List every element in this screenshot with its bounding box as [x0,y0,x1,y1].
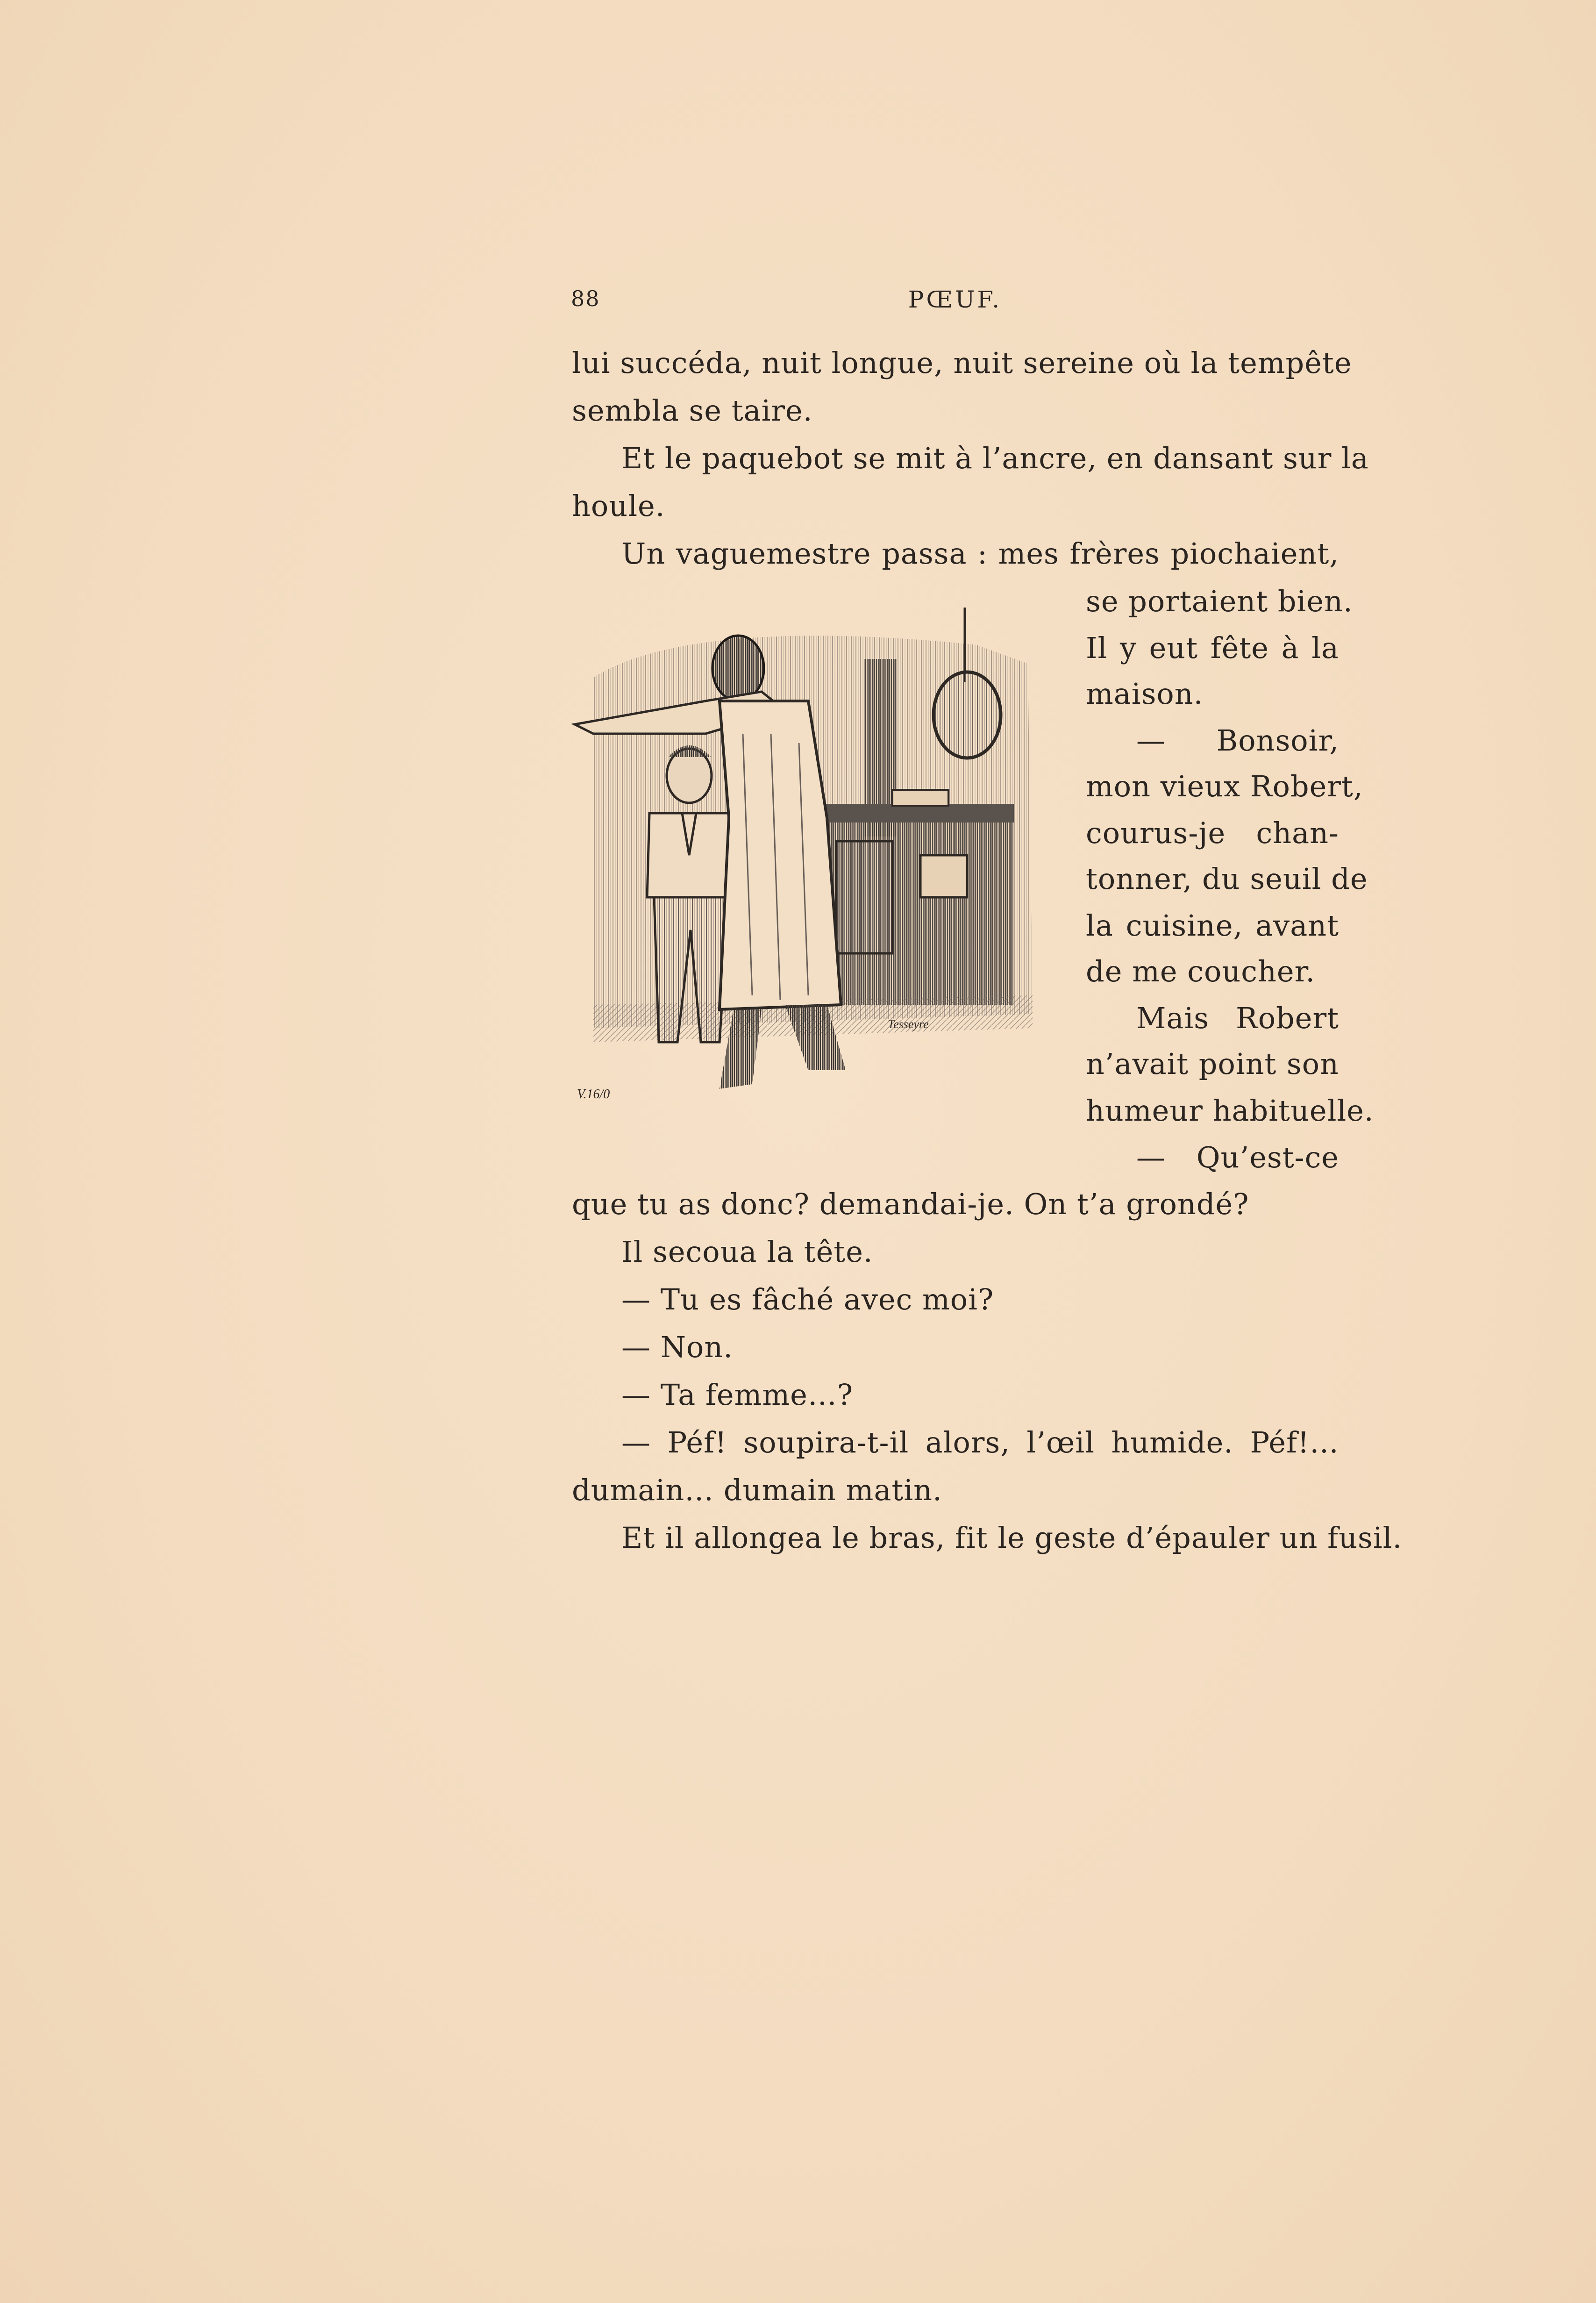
engraving-illustration [565,594,1075,1164]
text-line: mon vieux Robert, [1086,769,1363,803]
text-line: maison. [1086,677,1204,711]
engraver-signature: Tesseyre [888,1017,929,1031]
running-title: PŒUF. [908,286,1002,313]
kitchen-stove [813,790,1014,1005]
text-line: Et le paquebot se mit à l’ancre, en dansant sur la [621,441,1369,475]
text-line: la cuisine, avant [1086,908,1339,943]
text-line: — Ta femme…? [621,1378,854,1412]
text-line: dumain… dumain matin. [572,1473,942,1507]
page-number: 88 [571,286,600,311]
text-line: courus-je chan- [1086,816,1339,850]
text-line: se portaient bien. [1086,584,1353,618]
text-line: Il secoua la tête. [621,1235,873,1269]
text-line: tonner, du seuil de [1086,862,1368,896]
text-line: de me coucher. [1086,954,1316,988]
text-line: — Péf! soupira-t-il alors, l’œil humide. Péf!… [621,1425,1339,1459]
text-line: — Non. [621,1330,733,1364]
text-line: Mais Robert [1136,1001,1339,1035]
hanging-pan [933,608,1001,758]
page-header [571,286,1339,319]
text-line: que tu as donc? demandai-je. On t’a grondé? [572,1187,1249,1221]
text-line: lui succéda, nuit longue, nuit sereine où la tempête [572,346,1352,380]
text-line: n’avait point son [1086,1047,1339,1081]
text-line: Et il allongea le bras, fit le geste d’épauler un fusil. [621,1521,1403,1555]
text-line: — Qu’est-ce [1136,1140,1339,1174]
text-line: Un vaguemestre passa : mes frères piochaient, [621,536,1339,571]
text-line: — Bonsoir, [1136,723,1339,758]
text-line: — Tu es fâché avec moi? [621,1282,994,1316]
text-line: Il y eut fête à la [1086,631,1339,665]
text-line: humeur habituelle. [1086,1094,1374,1128]
text-line: houle. [572,489,665,523]
text-line: sembla se taire. [572,393,813,428]
engraver-mark: V.16/0 [577,1087,610,1101]
